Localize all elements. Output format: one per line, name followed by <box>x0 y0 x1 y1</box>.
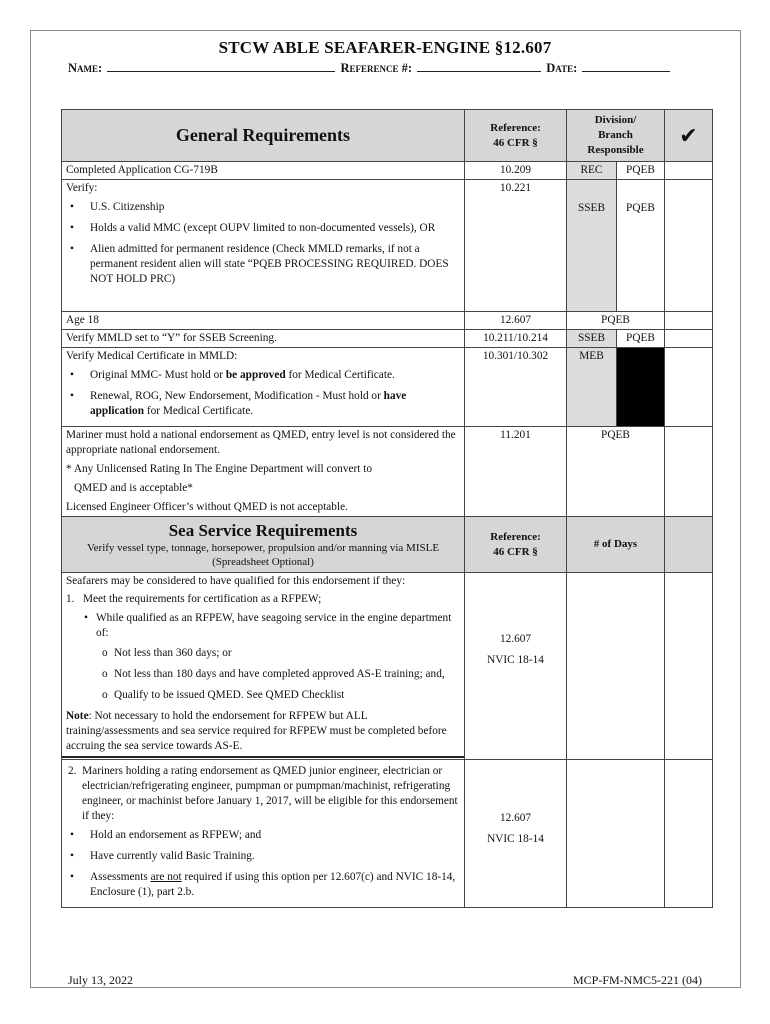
requirement-text: 2. Mariners holding a rating endorsement as QMED junior engineer, electrician or electrician/refrigerating engineer, pumpman or pumpman/machinist, refrigerating engineer, or machinist before January 1, 2017, will be eligible for this endorsement if they: • Hold an endorsement as RFPEW; and • Have currently valid Basic Training. • Assessments are not required if using this option per 12.607(c) and NVIC 18-14, Enclosure (1), part 2.b. <box>62 760 465 908</box>
days-cell[interactable] <box>567 760 665 908</box>
sea-reference-col-header: Reference: 46 CFR § <box>465 517 567 573</box>
division-value: SSEB <box>577 202 605 214</box>
footer-form-id: MCP-FM-NMC5-221 (04) <box>572 973 702 987</box>
note: Note: Not necessary to hold the endorsement for RFPEW but ALL training/assessments and sea service required for RFPEW must be completed before accruing the sea service towards AS-E. <box>66 710 447 752</box>
sea-header-row <box>62 517 713 573</box>
reference-col-header <box>465 110 567 162</box>
branch-cell: PQEB <box>617 330 665 348</box>
table-row <box>62 760 713 908</box>
date-label: Date: <box>546 61 578 75</box>
requirement-text: Completed Application CG-719B <box>62 162 465 180</box>
requirement-text: Seafarers may be considered to have qualified for this endorsement if they: 1. Meet the requirements for certification as a RFPEW; • While qualified as an RFPEW, have seagoing service in the engine department of: o Not less than 360 days; or o Not less than 180 days and have completed approved AS-E training; and, o Qualify to be issued QMED. See QMED Checklist Note: Not necessary to hold the endorsement for RFPEW but ALL training/assessments and sea service required for RFPEW must be completed before accruing the sea service towards AS-E. <box>62 573 465 760</box>
list-item: • Holds a valid MMC (except OUPV limited to non-documented vessels), OR <box>90 221 460 236</box>
list-item: • U.S. Citizenship <box>90 200 460 215</box>
requirement-text <box>62 348 465 427</box>
header-fields <box>68 60 672 76</box>
medical-label: Verify Medical Certificate in MMLD: <box>66 350 238 362</box>
division-cell: SSEB <box>567 330 617 348</box>
division-cell <box>567 180 617 312</box>
list-item: • Assessments are not required if using this option per 12.607(c) and NVIC 18-14, Enclosure (1), part 2.b. <box>90 870 460 900</box>
reference-label: Reference #: <box>340 61 413 75</box>
reference-cell: 11.201 <box>465 427 567 517</box>
requirement-text: Mariner must hold a national endorsement as QMED, entry level is not considered the appropriate national endorsement. * Any Unlicensed Rating In The Engine Department will convert to QMED and is acceptable* Licensed Engineer Officer’s without QMED is not acceptable. <box>62 427 465 517</box>
check-cell[interactable] <box>665 162 713 180</box>
name-label: Name: <box>68 61 103 75</box>
days-cell[interactable] <box>567 573 665 760</box>
table-row <box>62 348 713 427</box>
branch-cell: PQEB <box>617 162 665 180</box>
reference-cell: 12.607 <box>465 312 567 330</box>
requirement-text: Age 18 <box>62 312 465 330</box>
requirement-text <box>62 180 465 312</box>
table-row <box>62 180 713 312</box>
date-field[interactable] <box>582 60 670 72</box>
division-cell: REC <box>567 162 617 180</box>
sea-subheading: Verify vessel type, tonnage, horsepower, propulsion and/or manning via MISLE (Spreadsheet Optional) <box>86 541 440 568</box>
general-header-row <box>62 110 713 162</box>
table-row <box>62 162 713 180</box>
check-cell[interactable] <box>665 760 713 908</box>
sea-heading: Sea Service Requirements <box>168 520 358 540</box>
requirements-table <box>61 109 713 908</box>
reference-col-line2: 46 CFR § <box>493 136 538 149</box>
division-col-line3: Responsible <box>587 144 644 156</box>
reference-cell: 10.211/10.214 <box>465 330 567 348</box>
check-column-header: ✔ <box>665 110 713 162</box>
table-row <box>62 573 713 760</box>
reference-cell: 12.607 NVIC 18-14 <box>465 760 567 908</box>
requirement-text: Verify MMLD set to “Y” for SSEB Screening. <box>62 330 465 348</box>
reference-field[interactable] <box>417 60 541 72</box>
table-row <box>62 312 713 330</box>
list-item: • Original MMC- Must hold or be approved for Medical Certificate. <box>90 368 460 383</box>
check-cell[interactable] <box>665 180 713 312</box>
divider <box>62 756 464 758</box>
branch-cell <box>617 180 665 312</box>
name-field[interactable] <box>107 60 335 72</box>
reference-cell: 10.301/10.302 <box>465 348 567 427</box>
check-cell[interactable] <box>665 330 713 348</box>
division-col-header <box>567 110 665 162</box>
division-col-line1: Division/ <box>594 114 637 126</box>
form-title: STCW ABLE SEAFARER-ENGINE §12.607 <box>218 38 552 57</box>
days-col-header: # of Days <box>567 517 665 573</box>
check-cell <box>665 517 713 573</box>
list-item: • Hold an endorsement as RFPEW; and <box>90 828 460 843</box>
verify-label: Verify: <box>66 182 98 194</box>
list-item: • Alien admitted for permanent residence (Check MMLD remarks, if not a permanent resident alien will state “PQEB PROCESSING REQUIRED. DOES NOT HOLD PRC) <box>90 242 460 287</box>
check-cell[interactable] <box>665 348 713 427</box>
check-cell[interactable] <box>665 573 713 760</box>
reference-cell: 10.221 <box>465 180 567 312</box>
check-cell[interactable] <box>665 427 713 517</box>
reference-cell: 12.607 NVIC 18-14 <box>465 573 567 760</box>
list-item: • Renewal, ROG, New Endorsement, Modification - Must hold or have application for Medical Certificate. <box>90 389 460 419</box>
reference-cell: 10.209 <box>465 162 567 180</box>
division-col-line2: Branch <box>598 129 633 141</box>
division-cell: MEB <box>567 348 617 427</box>
general-heading: General Requirements <box>62 110 465 162</box>
sea-heading-cell <box>62 517 465 573</box>
table-row <box>62 427 713 517</box>
reference-col-line1: Reference: <box>490 121 541 134</box>
division-cell: PQEB <box>567 427 665 517</box>
check-cell[interactable] <box>665 312 713 330</box>
list-item: • Have currently valid Basic Training. <box>90 849 460 864</box>
division-cell: PQEB <box>567 312 665 330</box>
blacked-out-cell <box>617 348 665 427</box>
branch-value: PQEB <box>626 202 655 214</box>
table-row <box>62 330 713 348</box>
footer-date: July 13, 2022 <box>68 973 134 987</box>
